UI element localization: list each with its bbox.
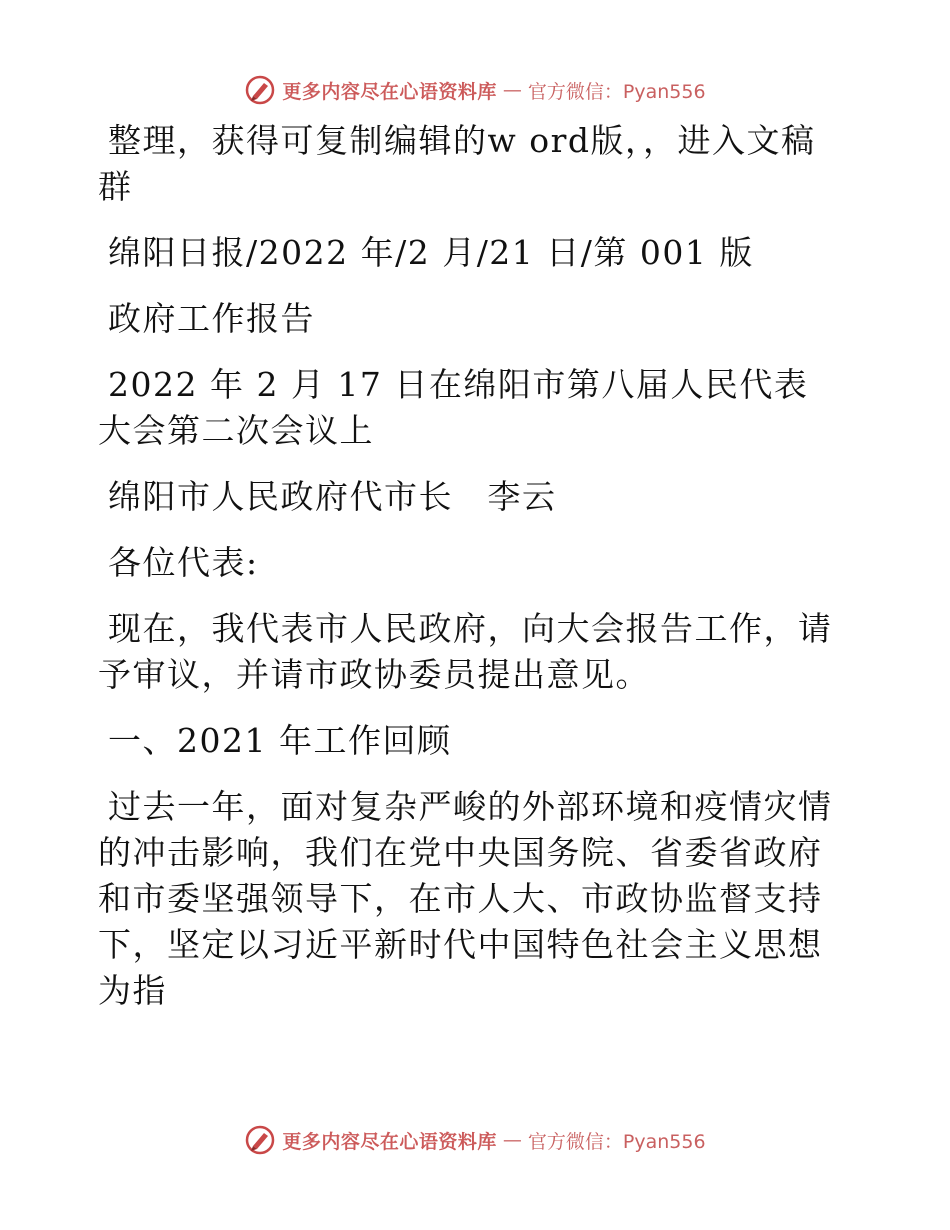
salutation: 各位代表:	[108, 543, 259, 582]
section-heading: 一、2021 年工作回顾	[108, 721, 452, 760]
watermark-dash: —	[502, 79, 522, 101]
watermark-dash: —	[502, 1129, 522, 1151]
intro-note: 整理，获得可复制编辑的w ord版，，进入文稿群	[98, 121, 816, 206]
document-body	[98, 118, 838, 1034]
watermark-text: 更多内容尽在心语资料库	[282, 1130, 497, 1153]
pen-logo-icon	[244, 1124, 276, 1156]
watermark-wechat: 官方微信：Pyan556	[527, 80, 706, 103]
opening-paragraph: 现在，我代表市人民政府，向大会报告工作，请予审议，并请市政协委员提出意见。	[98, 609, 833, 694]
pen-logo-icon	[244, 74, 276, 106]
watermark-text: 更多内容尽在心语资料库	[282, 80, 497, 103]
watermark-wechat: 官方微信：Pyan556	[527, 1130, 706, 1153]
source-line: 绵阳日报/2022 年/2 月/21 日/第 001 版	[108, 233, 754, 272]
footer-watermark	[0, 1120, 950, 1160]
author-line: 绵阳市人民政府代市长 李云	[108, 477, 557, 516]
meeting-line: 2022 年 2 月 17 日在绵阳市第八届人民代表大会第二次会议上	[98, 365, 809, 450]
header-watermark	[0, 70, 950, 110]
body-paragraph: 过去一年，面对复杂严峻的外部环境和疫情灾情的冲击影响，我们在党中央国务院、省委省政府和市委坚强领导下，在市人大、市政协监督支持下，坚定以习近平新时代中国特色社会主义思想为指	[98, 787, 833, 1010]
report-title: 政府工作报告	[108, 299, 315, 338]
